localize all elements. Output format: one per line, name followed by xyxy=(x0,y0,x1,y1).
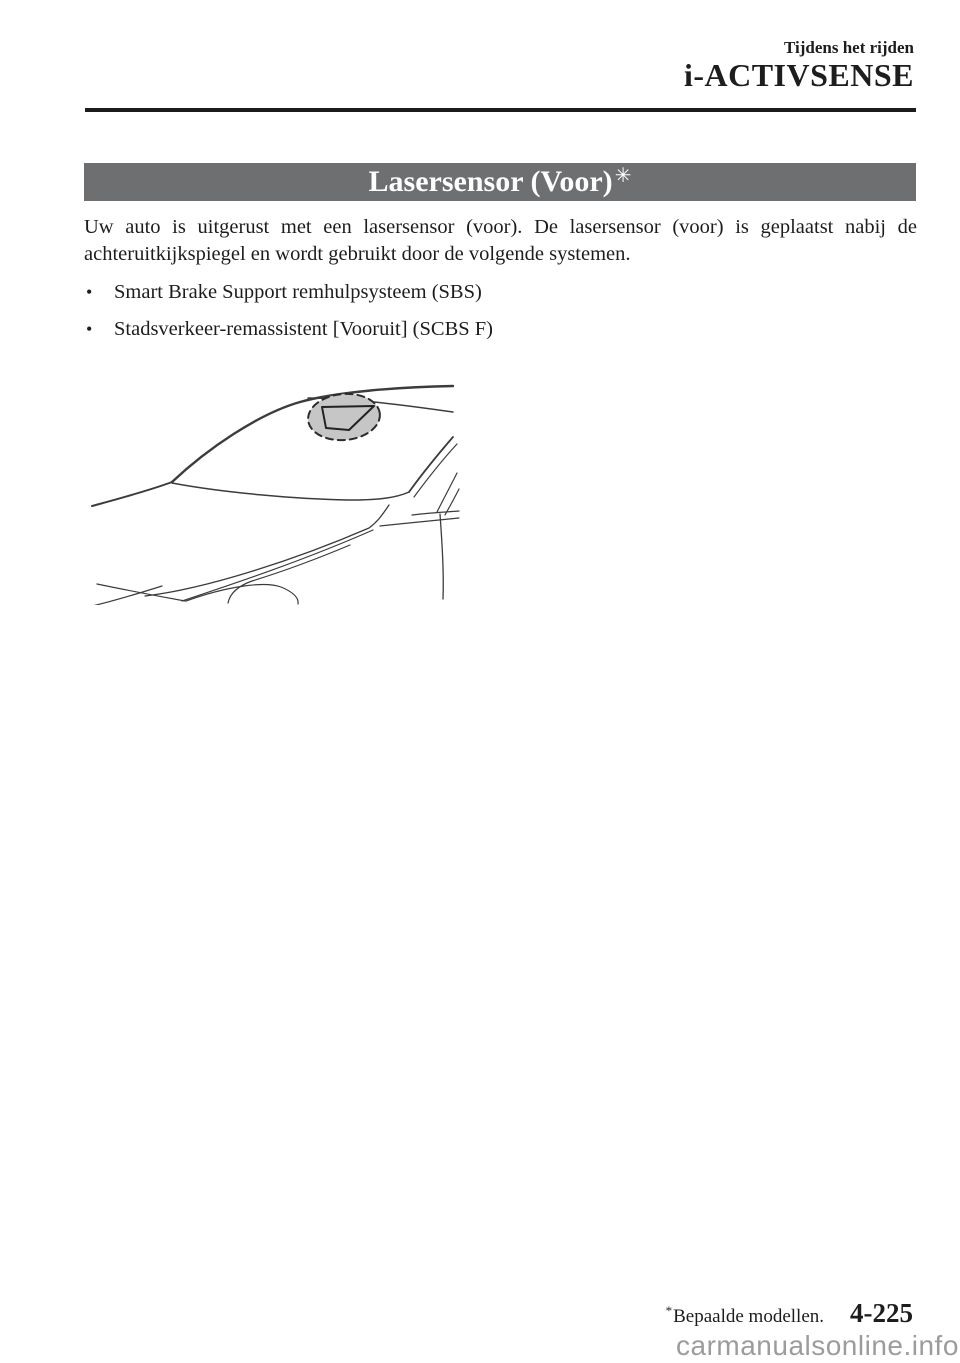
list-item xyxy=(86,316,916,343)
list-item-label: Stadsverkeer-remassistent [Vooruit] (SCBS F) xyxy=(114,318,493,340)
intro-paragraph: Uw auto is uitgerust met een lasersensor (voor). De lasersensor (voor) is geplaatst nabij de achteruitkijkspiegel en wordt gebruikt door de volgende systemen. xyxy=(84,216,917,265)
header-section-label: Tijdens het rijden xyxy=(783,38,914,57)
list-item xyxy=(86,279,916,306)
footnote xyxy=(666,1296,824,1332)
header-rule xyxy=(85,108,916,112)
page-footer xyxy=(666,1296,913,1332)
door-edge-line xyxy=(440,514,443,599)
watermark-text: carmanualsonline.info xyxy=(676,1330,959,1361)
car-front-laser-sensor-location-illustration xyxy=(80,375,470,605)
windshield-bottom-line xyxy=(172,483,409,500)
beltline xyxy=(412,511,459,515)
feature-bullet-list xyxy=(86,279,916,353)
asterisk-star-icon: ✳ xyxy=(614,163,632,187)
page-header xyxy=(684,38,914,92)
list-item-label: Smart Brake Support remhulpsysteem (SBS) xyxy=(114,281,482,303)
page-number: 4-225 xyxy=(850,1298,913,1328)
section-title-bar xyxy=(84,163,916,201)
hood-crease xyxy=(182,530,373,601)
hood-left-edge xyxy=(92,482,172,506)
footnote-text: Bepaalde modellen. xyxy=(673,1306,824,1327)
footnote-asterisk: * xyxy=(665,1303,673,1318)
beltline xyxy=(380,518,459,526)
header-chapter-title: i-ACTIVSENSE xyxy=(683,57,914,93)
roof-line xyxy=(172,386,453,482)
a-pillar-outer-line xyxy=(409,437,453,492)
hood-crease xyxy=(228,545,350,603)
hood-crease xyxy=(145,505,389,596)
bullet-icon: • xyxy=(86,282,93,302)
bullet-icon: • xyxy=(86,319,93,339)
mirror-line xyxy=(437,473,457,512)
a-pillar-inner-line xyxy=(414,444,457,497)
section-title: Lasersensor (Voor) xyxy=(368,165,613,198)
